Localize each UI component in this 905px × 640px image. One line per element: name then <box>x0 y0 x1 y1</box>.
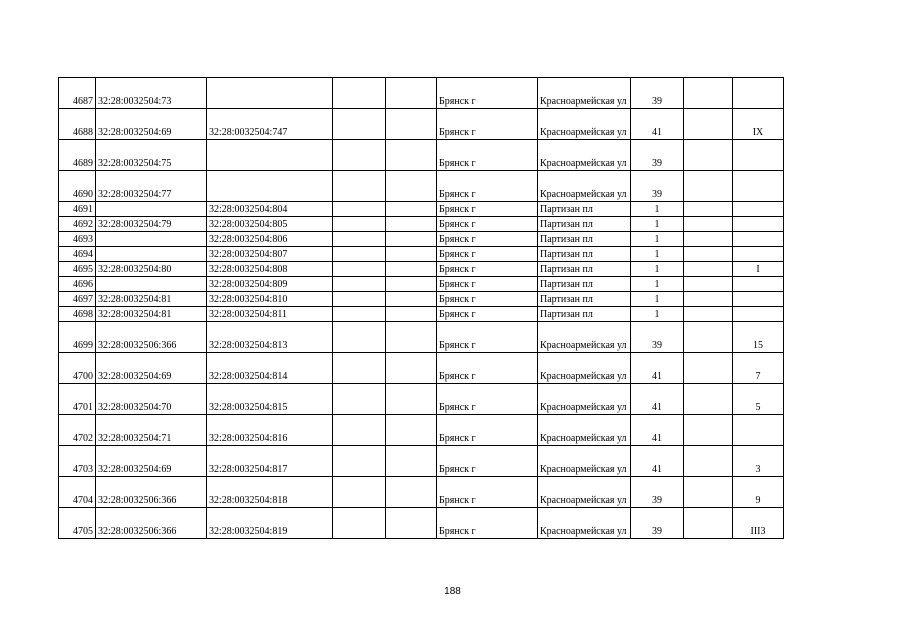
table-row <box>59 171 784 202</box>
table-row <box>59 247 784 262</box>
building-number-cell: 32:28:0032504:817 <box>207 446 333 477</box>
table-row <box>59 262 784 277</box>
apartment-cell <box>733 78 784 109</box>
row-number-cell: 4705 <box>59 508 96 539</box>
apartment-cell: I <box>733 262 784 277</box>
row-number-cell: 4702 <box>59 415 96 446</box>
empty-cell <box>333 171 386 202</box>
empty-cell <box>684 292 733 307</box>
apartment-cell <box>733 277 784 292</box>
empty-cell <box>333 78 386 109</box>
table-row <box>59 477 784 508</box>
house-number-cell: 1 <box>631 292 684 307</box>
parcel-number-cell: 32:28:0032506:366 <box>96 508 207 539</box>
empty-cell <box>333 307 386 322</box>
city-cell: Брянск г <box>437 109 538 140</box>
empty-cell <box>386 446 437 477</box>
empty-cell <box>386 217 437 232</box>
empty-cell <box>333 262 386 277</box>
house-number-cell: 41 <box>631 446 684 477</box>
apartment-cell <box>733 217 784 232</box>
apartment-cell <box>733 202 784 217</box>
empty-cell <box>684 78 733 109</box>
row-number-cell: 4691 <box>59 202 96 217</box>
row-number-cell: 4693 <box>59 232 96 247</box>
city-cell: Брянск г <box>437 171 538 202</box>
empty-cell <box>386 109 437 140</box>
parcel-number-cell <box>96 277 207 292</box>
empty-cell <box>333 277 386 292</box>
house-number-cell: 1 <box>631 247 684 262</box>
table-row <box>59 277 784 292</box>
building-number-cell: 32:28:0032504:819 <box>207 508 333 539</box>
apartment-cell <box>733 140 784 171</box>
building-number-cell <box>207 78 333 109</box>
city-cell: Брянск г <box>437 508 538 539</box>
empty-cell <box>386 322 437 353</box>
parcel-number-cell: 32:28:0032504:71 <box>96 415 207 446</box>
row-number-cell: 4700 <box>59 353 96 384</box>
street-cell: Красноармейская ул <box>538 384 631 415</box>
street-cell: Красноармейская ул <box>538 353 631 384</box>
empty-cell <box>333 247 386 262</box>
empty-cell <box>684 307 733 322</box>
empty-cell <box>386 202 437 217</box>
row-number-cell: 4704 <box>59 477 96 508</box>
parcel-number-cell <box>96 232 207 247</box>
parcel-number-cell: 32:28:0032504:80 <box>96 262 207 277</box>
table-row <box>59 78 784 109</box>
empty-cell <box>684 171 733 202</box>
empty-cell <box>333 202 386 217</box>
apartment-cell: 7 <box>733 353 784 384</box>
house-number-cell: 39 <box>631 477 684 508</box>
apartment-cell <box>733 171 784 202</box>
street-cell: Красноармейская ул <box>538 78 631 109</box>
empty-cell <box>684 202 733 217</box>
empty-cell <box>386 171 437 202</box>
city-cell: Брянск г <box>437 262 538 277</box>
table-body <box>59 78 784 539</box>
house-number-cell: 39 <box>631 322 684 353</box>
apartment-cell: 3 <box>733 446 784 477</box>
building-number-cell: 32:28:0032504:818 <box>207 477 333 508</box>
table-row <box>59 217 784 232</box>
street-cell: Красноармейская ул <box>538 477 631 508</box>
house-number-cell: 39 <box>631 508 684 539</box>
city-cell: Брянск г <box>437 307 538 322</box>
building-number-cell: 32:28:0032504:806 <box>207 232 333 247</box>
apartment-cell: 5 <box>733 384 784 415</box>
empty-cell <box>333 140 386 171</box>
building-number-cell: 32:28:0032504:805 <box>207 217 333 232</box>
city-cell: Брянск г <box>437 415 538 446</box>
empty-cell <box>333 477 386 508</box>
house-number-cell: 41 <box>631 384 684 415</box>
empty-cell <box>684 446 733 477</box>
empty-cell <box>386 277 437 292</box>
empty-cell <box>333 415 386 446</box>
empty-cell <box>333 322 386 353</box>
building-number-cell: 32:28:0032504:814 <box>207 353 333 384</box>
apartment-cell: 15 <box>733 322 784 353</box>
table-row <box>59 109 784 140</box>
parcel-number-cell <box>96 202 207 217</box>
row-number-cell: 4688 <box>59 109 96 140</box>
apartment-cell <box>733 415 784 446</box>
city-cell: Брянск г <box>437 446 538 477</box>
street-cell: Партизан пл <box>538 217 631 232</box>
empty-cell <box>333 292 386 307</box>
page-number: 188 <box>444 586 461 597</box>
empty-cell <box>684 415 733 446</box>
empty-cell <box>684 384 733 415</box>
house-number-cell: 39 <box>631 140 684 171</box>
street-cell: Партизан пл <box>538 232 631 247</box>
empty-cell <box>333 384 386 415</box>
street-cell: Красноармейская ул <box>538 508 631 539</box>
building-number-cell <box>207 171 333 202</box>
street-cell: Партизан пл <box>538 292 631 307</box>
table-row <box>59 415 784 446</box>
empty-cell <box>386 232 437 247</box>
street-cell: Красноармейская ул <box>538 140 631 171</box>
row-number-cell: 4692 <box>59 217 96 232</box>
city-cell: Брянск г <box>437 247 538 262</box>
table-row <box>59 353 784 384</box>
parcel-number-cell: 32:28:0032504:73 <box>96 78 207 109</box>
building-number-cell: 32:28:0032504:811 <box>207 307 333 322</box>
street-cell: Красноармейская ул <box>538 415 631 446</box>
building-number-cell <box>207 140 333 171</box>
apartment-cell <box>733 232 784 247</box>
row-number-cell: 4697 <box>59 292 96 307</box>
table-row <box>59 307 784 322</box>
parcel-number-cell: 32:28:0032504:77 <box>96 171 207 202</box>
empty-cell <box>386 292 437 307</box>
building-number-cell: 32:28:0032504:813 <box>207 322 333 353</box>
street-cell: Красноармейская ул <box>538 446 631 477</box>
apartment-cell: 9 <box>733 477 784 508</box>
street-cell: Партизан пл <box>538 202 631 217</box>
city-cell: Брянск г <box>437 477 538 508</box>
house-number-cell: 1 <box>631 262 684 277</box>
empty-cell <box>333 508 386 539</box>
empty-cell <box>684 140 733 171</box>
empty-cell <box>386 415 437 446</box>
table-row <box>59 384 784 415</box>
parcel-number-cell: 32:28:0032504:81 <box>96 307 207 322</box>
parcel-number-cell: 32:28:0032506:366 <box>96 477 207 508</box>
house-number-cell: 39 <box>631 171 684 202</box>
empty-cell <box>386 477 437 508</box>
house-number-cell: 1 <box>631 277 684 292</box>
street-cell: Партизан пл <box>538 247 631 262</box>
apartment-cell: III3 <box>733 508 784 539</box>
row-number-cell: 4687 <box>59 78 96 109</box>
apartment-cell <box>733 292 784 307</box>
parcel-number-cell: 32:28:0032504:70 <box>96 384 207 415</box>
building-number-cell: 32:28:0032504:816 <box>207 415 333 446</box>
city-cell: Брянск г <box>437 202 538 217</box>
street-cell: Партизан пл <box>538 277 631 292</box>
street-cell: Партизан пл <box>538 262 631 277</box>
registry-table <box>58 77 784 539</box>
city-cell: Брянск г <box>437 78 538 109</box>
empty-cell <box>684 322 733 353</box>
city-cell: Брянск г <box>437 232 538 247</box>
building-number-cell: 32:28:0032504:808 <box>207 262 333 277</box>
house-number-cell: 41 <box>631 353 684 384</box>
apartment-cell: IX <box>733 109 784 140</box>
empty-cell <box>684 508 733 539</box>
parcel-number-cell <box>96 247 207 262</box>
parcel-number-cell: 32:28:0032504:81 <box>96 292 207 307</box>
row-number-cell: 4699 <box>59 322 96 353</box>
parcel-number-cell: 32:28:0032506:366 <box>96 322 207 353</box>
building-number-cell: 32:28:0032504:804 <box>207 202 333 217</box>
house-number-cell: 39 <box>631 78 684 109</box>
street-cell: Красноармейская ул <box>538 322 631 353</box>
row-number-cell: 4703 <box>59 446 96 477</box>
building-number-cell: 32:28:0032504:809 <box>207 277 333 292</box>
house-number-cell: 41 <box>631 415 684 446</box>
parcel-number-cell: 32:28:0032504:69 <box>96 446 207 477</box>
city-cell: Брянск г <box>437 292 538 307</box>
empty-cell <box>386 508 437 539</box>
empty-cell <box>386 353 437 384</box>
city-cell: Брянск г <box>437 277 538 292</box>
empty-cell <box>333 109 386 140</box>
parcel-number-cell: 32:28:0032504:79 <box>96 217 207 232</box>
parcel-number-cell: 32:28:0032504:75 <box>96 140 207 171</box>
empty-cell <box>684 277 733 292</box>
city-cell: Брянск г <box>437 322 538 353</box>
city-cell: Брянск г <box>437 384 538 415</box>
empty-cell <box>386 247 437 262</box>
building-number-cell: 32:28:0032504:747 <box>207 109 333 140</box>
empty-cell <box>333 353 386 384</box>
empty-cell <box>684 232 733 247</box>
row-number-cell: 4694 <box>59 247 96 262</box>
row-number-cell: 4698 <box>59 307 96 322</box>
empty-cell <box>386 384 437 415</box>
street-cell: Красноармейская ул <box>538 109 631 140</box>
building-number-cell: 32:28:0032504:810 <box>207 292 333 307</box>
row-number-cell: 4701 <box>59 384 96 415</box>
row-number-cell: 4689 <box>59 140 96 171</box>
city-cell: Брянск г <box>437 217 538 232</box>
city-cell: Брянск г <box>437 140 538 171</box>
house-number-cell: 1 <box>631 232 684 247</box>
empty-cell <box>386 307 437 322</box>
house-number-cell: 1 <box>631 217 684 232</box>
empty-cell <box>684 477 733 508</box>
row-number-cell: 4695 <box>59 262 96 277</box>
row-number-cell: 4690 <box>59 171 96 202</box>
empty-cell <box>333 217 386 232</box>
apartment-cell <box>733 247 784 262</box>
street-cell: Партизан пл <box>538 307 631 322</box>
house-number-cell: 1 <box>631 202 684 217</box>
table-row <box>59 232 784 247</box>
empty-cell <box>684 353 733 384</box>
empty-cell <box>684 217 733 232</box>
empty-cell <box>386 140 437 171</box>
street-cell: Красноармейская ул <box>538 171 631 202</box>
table-row <box>59 508 784 539</box>
table-row <box>59 202 784 217</box>
parcel-number-cell: 32:28:0032504:69 <box>96 353 207 384</box>
empty-cell <box>684 109 733 140</box>
table-row <box>59 292 784 307</box>
empty-cell <box>684 247 733 262</box>
empty-cell <box>333 446 386 477</box>
empty-cell <box>684 262 733 277</box>
building-number-cell: 32:28:0032504:807 <box>207 247 333 262</box>
house-number-cell: 1 <box>631 307 684 322</box>
table-row <box>59 322 784 353</box>
empty-cell <box>333 232 386 247</box>
city-cell: Брянск г <box>437 353 538 384</box>
house-number-cell: 41 <box>631 109 684 140</box>
parcel-number-cell: 32:28:0032504:69 <box>96 109 207 140</box>
building-number-cell: 32:28:0032504:815 <box>207 384 333 415</box>
row-number-cell: 4696 <box>59 277 96 292</box>
table-row <box>59 140 784 171</box>
table-row <box>59 446 784 477</box>
empty-cell <box>386 78 437 109</box>
empty-cell <box>386 262 437 277</box>
apartment-cell <box>733 307 784 322</box>
